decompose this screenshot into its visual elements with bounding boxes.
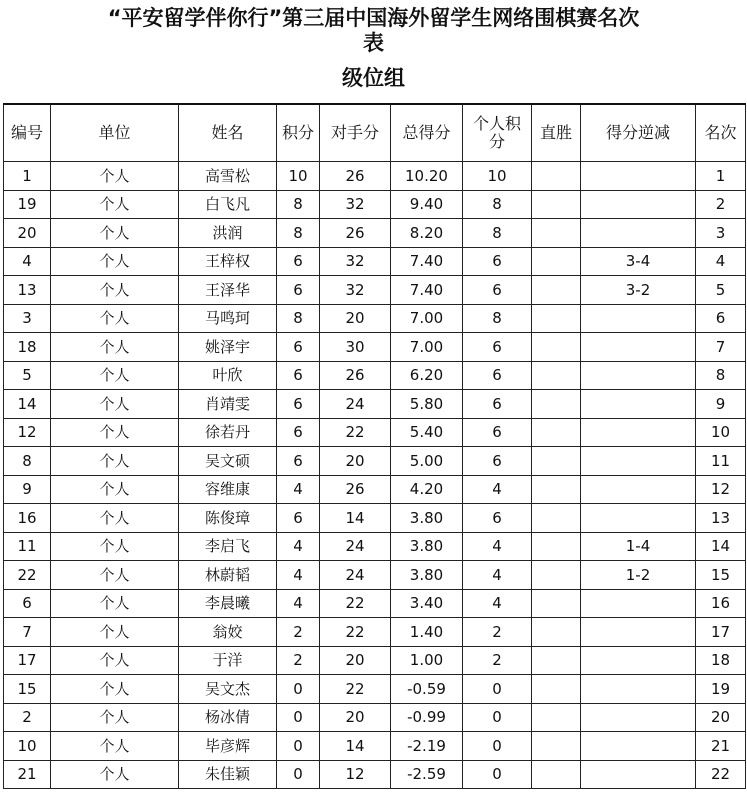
cell-id: 22 — [4, 561, 51, 590]
cell-id: 11 — [4, 532, 51, 561]
cell-personal-points: 8 — [463, 190, 532, 219]
cell-rank: 16 — [696, 589, 746, 618]
cell-id: 18 — [4, 333, 51, 362]
cell-points: 8 — [277, 304, 320, 333]
cell-personal-points: 10 — [463, 162, 532, 191]
cell-name: 陈俊璋 — [179, 504, 277, 533]
cell-name: 白飞凡 — [179, 190, 277, 219]
cell-opponent-score: 22 — [320, 589, 391, 618]
table-row — [4, 703, 746, 732]
cell-unit: 个人 — [51, 447, 179, 476]
cell-tiebreak — [581, 675, 696, 704]
cell-rank: 17 — [696, 618, 746, 647]
cell-rank: 14 — [696, 532, 746, 561]
cell-name: 李晨曦 — [179, 589, 277, 618]
cell-opponent-score: 26 — [320, 475, 391, 504]
cell-head-to-head — [532, 333, 581, 362]
cell-personal-points: 6 — [463, 418, 532, 447]
document-title — [0, 6, 747, 56]
cell-head-to-head — [532, 589, 581, 618]
cell-head-to-head — [532, 561, 581, 590]
cell-total-score: 5.00 — [391, 447, 463, 476]
cell-name: 于洋 — [179, 646, 277, 675]
table-row — [4, 304, 746, 333]
header-cell-unit: 单位 — [51, 104, 179, 162]
table-row — [4, 390, 746, 419]
cell-rank: 7 — [696, 333, 746, 362]
cell-tiebreak — [581, 447, 696, 476]
cell-unit: 个人 — [51, 504, 179, 533]
cell-tiebreak — [581, 390, 696, 419]
cell-opponent-score: 22 — [320, 675, 391, 704]
cell-id: 3 — [4, 304, 51, 333]
cell-tiebreak: 1-2 — [581, 561, 696, 590]
cell-opponent-score: 14 — [320, 732, 391, 761]
cell-name: 容维康 — [179, 475, 277, 504]
cell-head-to-head — [532, 304, 581, 333]
header-cell-id: 编号 — [4, 104, 51, 162]
cell-head-to-head — [532, 646, 581, 675]
cell-rank: 10 — [696, 418, 746, 447]
cell-total-score: 6.20 — [391, 361, 463, 390]
group-subtitle: 级位组 — [342, 65, 405, 90]
cell-head-to-head — [532, 418, 581, 447]
cell-head-to-head — [532, 276, 581, 305]
cell-opponent-score: 14 — [320, 504, 391, 533]
cell-rank: 4 — [696, 247, 746, 276]
cell-total-score: 3.40 — [391, 589, 463, 618]
cell-id: 14 — [4, 390, 51, 419]
cell-head-to-head — [532, 703, 581, 732]
cell-opponent-score: 26 — [320, 361, 391, 390]
cell-total-score: 7.40 — [391, 276, 463, 305]
table-row — [4, 646, 746, 675]
cell-total-score: 3.80 — [391, 532, 463, 561]
cell-personal-points: 2 — [463, 646, 532, 675]
cell-tiebreak — [581, 475, 696, 504]
cell-tiebreak — [581, 732, 696, 761]
cell-name: 翁姣 — [179, 618, 277, 647]
table-row — [4, 333, 746, 362]
cell-personal-points: 6 — [463, 447, 532, 476]
cell-total-score: -0.99 — [391, 703, 463, 732]
cell-rank: 1 — [696, 162, 746, 191]
cell-unit: 个人 — [51, 390, 179, 419]
cell-total-score: 7.40 — [391, 247, 463, 276]
cell-personal-points: 0 — [463, 732, 532, 761]
cell-opponent-score: 26 — [320, 219, 391, 248]
cell-unit: 个人 — [51, 589, 179, 618]
cell-total-score: 1.40 — [391, 618, 463, 647]
table-body — [4, 162, 746, 789]
cell-opponent-score: 32 — [320, 247, 391, 276]
cell-personal-points: 8 — [463, 219, 532, 248]
cell-points: 4 — [277, 475, 320, 504]
cell-name: 吴文硕 — [179, 447, 277, 476]
table-row — [4, 276, 746, 305]
cell-points: 6 — [277, 447, 320, 476]
table-row — [4, 219, 746, 248]
cell-name: 李启飞 — [179, 532, 277, 561]
cell-opponent-score: 20 — [320, 304, 391, 333]
cell-tiebreak: 1-4 — [581, 532, 696, 561]
cell-tiebreak — [581, 418, 696, 447]
cell-personal-points: 6 — [463, 504, 532, 533]
cell-head-to-head — [532, 219, 581, 248]
cell-unit: 个人 — [51, 276, 179, 305]
cell-id: 10 — [4, 732, 51, 761]
cell-personal-points: 4 — [463, 532, 532, 561]
cell-personal-points: 0 — [463, 703, 532, 732]
cell-opponent-score: 26 — [320, 162, 391, 191]
cell-head-to-head — [532, 504, 581, 533]
cell-name: 马鸣珂 — [179, 304, 277, 333]
cell-rank: 21 — [696, 732, 746, 761]
cell-tiebreak — [581, 646, 696, 675]
cell-id: 19 — [4, 190, 51, 219]
table-row — [4, 675, 746, 704]
cell-points: 0 — [277, 760, 320, 789]
cell-name: 王梓权 — [179, 247, 277, 276]
cell-opponent-score: 20 — [320, 703, 391, 732]
header-cell-personal-points: 个人积分 — [463, 104, 532, 162]
cell-name: 毕彦辉 — [179, 732, 277, 761]
cell-unit: 个人 — [51, 219, 179, 248]
cell-id: 1 — [4, 162, 51, 191]
cell-id: 9 — [4, 475, 51, 504]
cell-opponent-score: 24 — [320, 561, 391, 590]
cell-unit: 个人 — [51, 475, 179, 504]
cell-rank: 13 — [696, 504, 746, 533]
cell-opponent-score: 20 — [320, 646, 391, 675]
cell-id: 2 — [4, 703, 51, 732]
cell-name: 肖靖雯 — [179, 390, 277, 419]
cell-head-to-head — [532, 247, 581, 276]
cell-total-score: 7.00 — [391, 333, 463, 362]
cell-rank: 6 — [696, 304, 746, 333]
cell-name: 林蔚韬 — [179, 561, 277, 590]
cell-total-score: 3.80 — [391, 561, 463, 590]
cell-personal-points: 4 — [463, 561, 532, 590]
cell-unit: 个人 — [51, 190, 179, 219]
cell-points: 6 — [277, 361, 320, 390]
cell-tiebreak — [581, 162, 696, 191]
cell-points: 6 — [277, 504, 320, 533]
cell-total-score: 3.80 — [391, 504, 463, 533]
cell-name: 姚泽宇 — [179, 333, 277, 362]
cell-points: 6 — [277, 276, 320, 305]
cell-total-score: 4.20 — [391, 475, 463, 504]
cell-unit: 个人 — [51, 333, 179, 362]
cell-total-score: 5.80 — [391, 390, 463, 419]
cell-head-to-head — [532, 732, 581, 761]
cell-total-score: 10.20 — [391, 162, 463, 191]
cell-head-to-head — [532, 675, 581, 704]
cell-tiebreak — [581, 361, 696, 390]
cell-points: 8 — [277, 190, 320, 219]
cell-rank: 18 — [696, 646, 746, 675]
cell-name: 徐若丹 — [179, 418, 277, 447]
cell-total-score: -2.59 — [391, 760, 463, 789]
header-cell-opponent-score: 对手分 — [320, 104, 391, 162]
cell-unit: 个人 — [51, 732, 179, 761]
cell-head-to-head — [532, 475, 581, 504]
table-row — [4, 447, 746, 476]
cell-points: 0 — [277, 703, 320, 732]
cell-total-score: -0.59 — [391, 675, 463, 704]
table-row — [4, 561, 746, 590]
cell-opponent-score: 32 — [320, 276, 391, 305]
cell-unit: 个人 — [51, 247, 179, 276]
cell-tiebreak — [581, 304, 696, 333]
cell-opponent-score: 30 — [320, 333, 391, 362]
cell-tiebreak — [581, 589, 696, 618]
cell-total-score: 1.00 — [391, 646, 463, 675]
cell-tiebreak — [581, 618, 696, 647]
table-row — [4, 532, 746, 561]
document-title-line2: 表 — [363, 31, 384, 55]
table-row — [4, 589, 746, 618]
cell-head-to-head — [532, 532, 581, 561]
cell-rank: 8 — [696, 361, 746, 390]
table-row — [4, 504, 746, 533]
cell-points: 4 — [277, 589, 320, 618]
cell-personal-points: 4 — [463, 475, 532, 504]
document-title-line1: “平安留学伴你行”第三届中国海外留学生网络围棋赛名次 — [107, 6, 640, 30]
cell-rank: 20 — [696, 703, 746, 732]
header-cell-rank: 名次 — [696, 104, 746, 162]
cell-name: 吴文杰 — [179, 675, 277, 704]
cell-id: 20 — [4, 219, 51, 248]
cell-tiebreak — [581, 703, 696, 732]
cell-opponent-score: 20 — [320, 447, 391, 476]
cell-total-score: 7.00 — [391, 304, 463, 333]
table-row — [4, 247, 746, 276]
cell-head-to-head — [532, 361, 581, 390]
table-row — [4, 618, 746, 647]
header-cell-total-score: 总得分 — [391, 104, 463, 162]
cell-points: 6 — [277, 418, 320, 447]
cell-rank: 9 — [696, 390, 746, 419]
header-cell-points: 积分 — [277, 104, 320, 162]
cell-rank: 12 — [696, 475, 746, 504]
cell-personal-points: 6 — [463, 333, 532, 362]
cell-rank: 2 — [696, 190, 746, 219]
cell-personal-points: 0 — [463, 675, 532, 704]
cell-personal-points: 6 — [463, 390, 532, 419]
table-row — [4, 475, 746, 504]
cell-name: 王泽华 — [179, 276, 277, 305]
cell-points: 4 — [277, 532, 320, 561]
cell-tiebreak — [581, 219, 696, 248]
cell-head-to-head — [532, 390, 581, 419]
cell-unit: 个人 — [51, 162, 179, 191]
cell-unit: 个人 — [51, 760, 179, 789]
cell-id: 12 — [4, 418, 51, 447]
cell-total-score: -2.19 — [391, 732, 463, 761]
cell-points: 8 — [277, 219, 320, 248]
cell-id: 8 — [4, 447, 51, 476]
header-cell-head-to-head: 直胜 — [532, 104, 581, 162]
cell-personal-points: 6 — [463, 247, 532, 276]
cell-tiebreak — [581, 333, 696, 362]
cell-points: 0 — [277, 732, 320, 761]
cell-tiebreak — [581, 190, 696, 219]
cell-head-to-head — [532, 447, 581, 476]
table-row — [4, 162, 746, 191]
cell-points: 6 — [277, 390, 320, 419]
cell-unit: 个人 — [51, 532, 179, 561]
cell-name: 杨冰倩 — [179, 703, 277, 732]
cell-name: 朱佳颖 — [179, 760, 277, 789]
cell-name: 高雪松 — [179, 162, 277, 191]
cell-name: 洪润 — [179, 219, 277, 248]
cell-points: 10 — [277, 162, 320, 191]
cell-rank: 15 — [696, 561, 746, 590]
cell-personal-points: 6 — [463, 361, 532, 390]
cell-head-to-head — [532, 618, 581, 647]
cell-personal-points: 8 — [463, 304, 532, 333]
table-row — [4, 760, 746, 789]
table-row — [4, 190, 746, 219]
cell-points: 2 — [277, 618, 320, 647]
cell-points: 4 — [277, 561, 320, 590]
table-row — [4, 732, 746, 761]
ranking-table — [3, 103, 746, 789]
cell-unit: 个人 — [51, 703, 179, 732]
cell-rank: 19 — [696, 675, 746, 704]
cell-id: 15 — [4, 675, 51, 704]
cell-id: 16 — [4, 504, 51, 533]
cell-unit: 个人 — [51, 418, 179, 447]
cell-id: 7 — [4, 618, 51, 647]
cell-personal-points: 2 — [463, 618, 532, 647]
cell-id: 17 — [4, 646, 51, 675]
cell-opponent-score: 24 — [320, 532, 391, 561]
cell-id: 6 — [4, 589, 51, 618]
cell-unit: 个人 — [51, 361, 179, 390]
cell-tiebreak: 3-2 — [581, 276, 696, 305]
header-cell-tiebreak: 得分逆减 — [581, 104, 696, 162]
cell-opponent-score: 24 — [320, 390, 391, 419]
cell-total-score: 5.40 — [391, 418, 463, 447]
cell-head-to-head — [532, 190, 581, 219]
cell-id: 4 — [4, 247, 51, 276]
cell-points: 6 — [277, 333, 320, 362]
cell-head-to-head — [532, 760, 581, 789]
cell-unit: 个人 — [51, 646, 179, 675]
cell-unit: 个人 — [51, 561, 179, 590]
cell-name: 叶欣 — [179, 361, 277, 390]
cell-personal-points: 4 — [463, 589, 532, 618]
header-cell-name: 姓名 — [179, 104, 277, 162]
cell-personal-points: 6 — [463, 276, 532, 305]
cell-opponent-score: 22 — [320, 618, 391, 647]
cell-points: 0 — [277, 675, 320, 704]
cell-personal-points: 0 — [463, 760, 532, 789]
table-header-row — [4, 104, 746, 162]
cell-opponent-score: 22 — [320, 418, 391, 447]
cell-total-score: 8.20 — [391, 219, 463, 248]
cell-tiebreak: 3-4 — [581, 247, 696, 276]
cell-rank: 11 — [696, 447, 746, 476]
cell-rank: 22 — [696, 760, 746, 789]
cell-tiebreak — [581, 760, 696, 789]
cell-id: 21 — [4, 760, 51, 789]
cell-rank: 3 — [696, 219, 746, 248]
table-row — [4, 418, 746, 447]
cell-id: 13 — [4, 276, 51, 305]
cell-points: 2 — [277, 646, 320, 675]
cell-total-score: 9.40 — [391, 190, 463, 219]
cell-unit: 个人 — [51, 675, 179, 704]
cell-unit: 个人 — [51, 304, 179, 333]
cell-rank: 5 — [696, 276, 746, 305]
cell-unit: 个人 — [51, 618, 179, 647]
cell-id: 5 — [4, 361, 51, 390]
cell-tiebreak — [581, 504, 696, 533]
cell-points: 6 — [277, 247, 320, 276]
cell-head-to-head — [532, 162, 581, 191]
cell-opponent-score: 12 — [320, 760, 391, 789]
cell-opponent-score: 32 — [320, 190, 391, 219]
table-row — [4, 361, 746, 390]
